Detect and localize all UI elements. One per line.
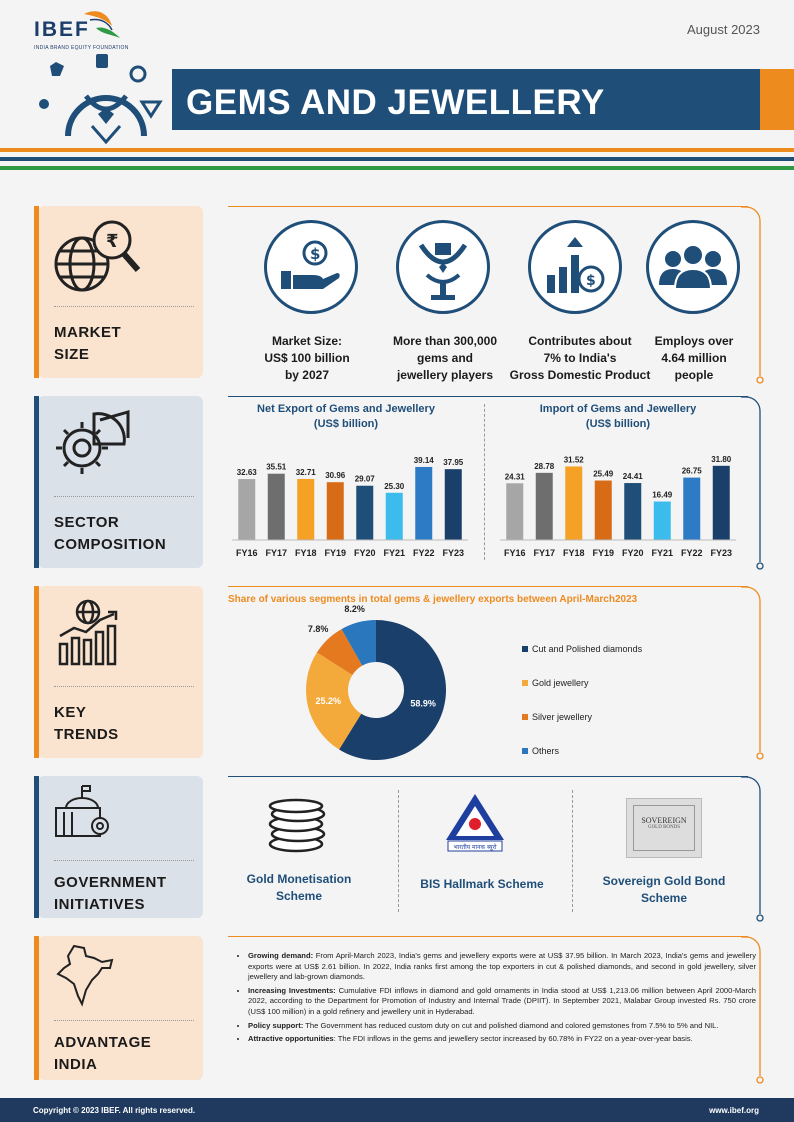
x-tick-label: FY20 [353, 548, 376, 558]
x-tick-label: FY23 [710, 548, 733, 558]
bullet-heading: Growing demand: [248, 951, 314, 960]
initiative-line: BIS Hallmark Scheme [420, 877, 544, 891]
bis-hallmark-label [408, 876, 556, 893]
initiative-line: Sovereign Gold Bond [602, 874, 726, 888]
market-stat [370, 333, 520, 384]
stat-line: people [674, 368, 714, 382]
frame-line [228, 396, 748, 397]
advantage-bullets [232, 951, 756, 1048]
hand-coin-icon [264, 220, 358, 314]
slice-label: 58.9% [410, 698, 436, 709]
bar [297, 479, 314, 540]
key-trends-label [54, 702, 119, 746]
label-line-2: TRENDS [54, 726, 119, 743]
label-line-1: MARKET [54, 324, 122, 341]
legend-item [522, 734, 722, 768]
bar [415, 467, 432, 540]
bullet-text: The Government has reduced custom duty on cut and polished diamond and colored gemstones from 7.5% to 5% and NIL. [303, 1020, 719, 1030]
segment-donut-chart [290, 603, 480, 772]
stat-line: Market Size: [271, 334, 343, 348]
bar-value-label: 31.80 [711, 454, 732, 464]
sgb-logo-sub: GOLD BONDS [647, 825, 681, 830]
bar-value-label: 16.49 [652, 490, 673, 500]
x-tick-label: FY16 [503, 548, 526, 558]
footer [0, 1098, 794, 1122]
gold-monetisation-label [236, 871, 362, 905]
x-tick-label: FY23 [442, 548, 465, 558]
bar-value-label: 25.49 [593, 469, 614, 479]
legend-label: Cut and Polished diamonds [532, 644, 643, 654]
chart-title-line: Import of Gems and Jewellery [539, 403, 697, 415]
jewellery-icon [30, 52, 170, 144]
stat-line: US$ 100 billion [264, 351, 350, 365]
x-tick-label: FY18 [294, 548, 317, 558]
report-date: August 2023 [686, 22, 760, 37]
legend-label: Gold jewellery [532, 678, 589, 688]
bar-value-label: 30.96 [325, 471, 346, 481]
stat-line: jewellery players [396, 368, 494, 382]
x-tick-label: FY16 [235, 548, 258, 558]
legend-swatch [522, 680, 528, 686]
frame-corner [740, 776, 764, 928]
sovereign-gold-bond-label [588, 873, 740, 907]
bar [713, 466, 730, 540]
slice-label: 7.8% [307, 624, 329, 635]
card-divider [54, 306, 194, 307]
bar-value-label: 29.07 [354, 474, 375, 484]
initiative-line: Scheme [275, 889, 323, 903]
bullet-text: : The FDI inflows in the gems and jewellery sector increased by 60.78% in FY22 on a year-over-year basis. [333, 1034, 693, 1044]
stat-line: 7% to India's [543, 351, 617, 365]
footer-url-link[interactable]: www.ibef.org [709, 1106, 759, 1115]
government-building-icon [52, 784, 116, 838]
bar-value-label: 24.31 [504, 472, 525, 482]
legend-swatch [522, 646, 528, 652]
sector-composition-label [54, 512, 166, 556]
advantage-india-label [54, 1032, 151, 1076]
bullet-item [248, 1034, 756, 1045]
coin-stack-icon [266, 798, 328, 854]
export-chart-title [228, 402, 464, 432]
label-line-1: GOVERNMENT [54, 874, 167, 891]
bar [595, 481, 612, 540]
export-bar-chart [232, 438, 468, 564]
title-accent [760, 69, 794, 130]
stat-line: 4.64 million [661, 351, 727, 365]
ibef-logo: IBEF [34, 18, 90, 41]
svg-text:₹: ₹ [106, 231, 119, 252]
stat-line: gems and [416, 351, 473, 365]
import-chart-title [496, 402, 740, 432]
stripe-green [0, 166, 794, 170]
x-tick-label: FY18 [562, 548, 585, 558]
legend-swatch [522, 714, 528, 720]
bullet-heading: Policy support: [248, 1020, 304, 1030]
bar-value-label: 37.95 [443, 458, 464, 468]
bar-growth-dollar-icon [528, 220, 622, 314]
frame-corner [740, 396, 764, 576]
initiative-line: Gold Monetisation [246, 872, 352, 886]
bullet-item [248, 951, 756, 983]
stat-line: Contributes about [528, 334, 632, 348]
india-map-icon [56, 944, 116, 1008]
necklace-icon [396, 220, 490, 314]
bar [238, 479, 255, 540]
logo-subtitle: INDIA BRAND EQUITY FOUNDATION [34, 45, 129, 51]
svg-text:$: $ [586, 273, 596, 289]
label-line-1: KEY [54, 704, 87, 721]
chart-divider [484, 404, 485, 560]
segment-legend [522, 632, 722, 768]
card-accent-bar [34, 586, 39, 758]
x-tick-label: FY22 [680, 548, 703, 558]
bar-value-label: 31.52 [563, 455, 584, 465]
import-bar-chart [500, 438, 736, 564]
gear-pie-icon [52, 408, 136, 480]
bar-value-label: 32.63 [236, 468, 257, 478]
label-line-1: ADVANTAGE [54, 1034, 152, 1051]
label-line-2: INITIATIVES [54, 896, 146, 913]
frame-line [228, 206, 748, 207]
sovereign-gold-bond-icon [626, 798, 702, 858]
bar-value-label: 24.41 [622, 472, 643, 482]
logo-bird-icon [82, 6, 124, 40]
bar [327, 482, 344, 540]
legend-item [522, 632, 722, 666]
legend-swatch [522, 748, 528, 754]
svg-text:$: $ [310, 245, 321, 263]
bullet-item [248, 986, 756, 1018]
card-divider [54, 1020, 194, 1021]
bar [565, 466, 582, 540]
market-stat [232, 333, 382, 384]
chart-subtitle-line: (US$ billion) [585, 418, 651, 430]
page-title: GEMS AND JEWELLERY [172, 69, 760, 130]
x-tick-label: FY17 [533, 548, 556, 558]
x-tick-label: FY19 [592, 548, 615, 558]
bar-value-label: 32.71 [295, 467, 316, 477]
market-stat [632, 333, 756, 384]
initiative-line: Scheme [640, 891, 688, 905]
bar-value-label: 39.14 [413, 455, 434, 465]
legend-item [522, 700, 722, 734]
bar-value-label: 35.51 [266, 462, 287, 472]
bullet-text: Cumulative FDI inflows in diamond and gold ornaments in India stood at US$ 1,213.06 million between April 2000-March 2022, according to the Department for Promotion of Industry and Internal Trade (DPIIT). In September 2021, Malabar Group invested Rs. 750 crore (US$ 100 million) in a gold refinery and jewellery unit in Hyderabad. [248, 985, 756, 1016]
people-group-icon [646, 220, 740, 314]
svg-text:भारतीय मानक ब्यूरो: भारतीय मानक ब्यूरो [453, 844, 497, 851]
label-line-2: INDIA [54, 1056, 98, 1073]
government-initiatives-label [54, 872, 167, 916]
card-accent-bar [34, 776, 39, 918]
globe-growth-chart-icon [56, 598, 122, 668]
frame-corner [740, 586, 764, 766]
bar-value-label: 26.75 [681, 466, 702, 476]
bar [536, 473, 553, 540]
frame-line [228, 586, 748, 587]
bar [386, 493, 403, 540]
stat-line: Gross Domestic Product [509, 368, 651, 382]
x-tick-label: FY20 [621, 548, 644, 558]
bar [654, 502, 671, 540]
legend-item [522, 666, 722, 700]
bullet-heading: Increasing Investments: [248, 985, 336, 995]
legend-label: Silver jewellery [532, 712, 593, 722]
stat-line: Employs over [654, 334, 734, 348]
x-tick-label: FY21 [651, 548, 674, 558]
bis-logo-icon [442, 792, 508, 852]
stripe-blue [0, 157, 794, 161]
bullet-text: From April-March 2023, India's gems and jewellery exports were at US$ 37.95 billion. In March 2023, India's gems and jewellery exports were at US$ 2.61 billion. In 2022, India ranks first among the top exporters in cut & polished diamonds, and second in gold jewellery, silver jewellery and lab-grown diamonds. [248, 951, 757, 982]
card-divider [54, 496, 194, 497]
card-accent-bar [34, 936, 39, 1080]
bullet-heading: Attractive opportunities [248, 1034, 334, 1044]
x-tick-label: FY21 [383, 548, 406, 558]
footer-copyright: Copyright © 2023 IBEF. All rights reserved. [33, 1106, 196, 1115]
label-line-1: SECTOR [54, 514, 120, 531]
bullet-item [248, 1021, 756, 1032]
segment-chart-title: Share of various segments in total gems & jewellery exports between April-March2023 [228, 594, 638, 605]
card-accent-bar [34, 396, 39, 568]
stripe-orange [0, 148, 794, 152]
slice-label: 25.2% [315, 695, 341, 706]
chart-subtitle-line: (US$ billion) [313, 418, 379, 430]
legend-label: Others [532, 746, 560, 756]
chart-title-line: Net Export of Gems and Jewellery [257, 403, 435, 415]
bar-value-label: 28.78 [534, 461, 555, 471]
slice-label: 8.2% [344, 603, 365, 614]
label-line-2: COMPOSITION [54, 536, 167, 553]
x-tick-label: FY17 [265, 548, 288, 558]
bar [356, 486, 373, 540]
sgb-logo-text: SOVEREIGN [641, 816, 687, 825]
bar [268, 474, 285, 540]
card-divider [54, 860, 194, 861]
initiative-divider [572, 790, 573, 912]
bar [624, 483, 641, 540]
bar [506, 483, 523, 540]
label-line-2: SIZE [54, 346, 90, 363]
bar-value-label: 25.30 [384, 481, 405, 491]
bar [683, 478, 700, 540]
initiative-divider [398, 790, 399, 912]
frame-line [228, 776, 748, 777]
stat-line: More than 300,000 [392, 334, 498, 348]
market-size-label [54, 322, 121, 366]
bar [445, 469, 462, 540]
stat-line: by 2027 [284, 368, 330, 382]
x-tick-label: FY22 [412, 548, 435, 558]
x-tick-label: FY19 [324, 548, 347, 558]
frame-line [228, 936, 748, 937]
card-divider [54, 686, 194, 687]
globe-rupee-magnifier-icon [52, 218, 142, 298]
card-accent-bar [34, 206, 39, 378]
